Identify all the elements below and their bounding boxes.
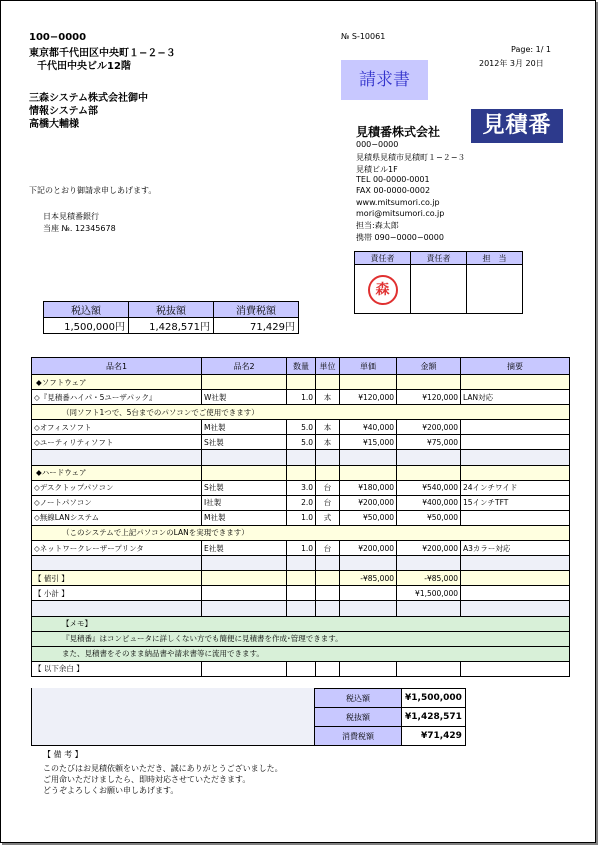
cell-remarks: [461, 661, 570, 676]
table-row: [32, 525, 570, 540]
cell-quantity: [287, 375, 316, 390]
cell-quantity: 1.0: [287, 390, 316, 405]
cell-remarks: [461, 465, 570, 480]
table-row: [32, 465, 570, 480]
stamp-cell-3: [467, 265, 523, 314]
cell-amount: ¥540,000: [397, 480, 461, 495]
stamp-cell-2: [411, 265, 467, 314]
recipient-address-1: 東京都千代田区中央町１−２−３: [29, 48, 176, 59]
tax-summary-table: [43, 301, 299, 334]
cell-unit: [316, 556, 340, 571]
cell-unit-price: ¥180,000: [340, 480, 397, 495]
cell-remarks: 15インチTFT: [461, 495, 570, 510]
cell-unit: 本: [316, 420, 340, 435]
cell-memo-text: また、見積書をそのまま納品書や請求書等に流用できます。: [32, 646, 570, 661]
seal-stamp: 森: [368, 275, 398, 305]
cell-quantity: [287, 571, 316, 586]
document-number: № S-10061: [341, 32, 386, 41]
cell-remarks: [461, 510, 570, 525]
table-row: [32, 405, 570, 420]
document-date: 2012年 3月 20日: [479, 59, 544, 68]
cell-item2: M社製: [202, 420, 287, 435]
table-row: [32, 616, 570, 631]
table-row: [32, 541, 570, 556]
cell-item2: [202, 465, 287, 480]
cell-amount: [397, 661, 461, 676]
cell-item1: 【 値引 】: [32, 571, 202, 586]
line-items-body: [32, 358, 570, 677]
recipient-person: 高橋大輔様: [29, 119, 79, 130]
cell-item1: 【 小計 】: [32, 586, 202, 601]
col-header-item2: 品名2: [202, 358, 287, 375]
table-row: [32, 375, 570, 390]
cell-unit-price: ¥120,000: [340, 390, 397, 405]
cell-remarks: [461, 435, 570, 450]
total-value-inclusive: ¥1,500,000: [402, 689, 466, 708]
cell-quantity: [287, 465, 316, 480]
line-items-table: [31, 357, 570, 677]
cell-item2: S社製: [202, 480, 287, 495]
cell-unit: [316, 601, 340, 616]
cell-unit-price: ¥15,000: [340, 435, 397, 450]
cell-item1: ◇ユーティリティソフト: [32, 435, 202, 450]
cell-item2: S社製: [202, 435, 287, 450]
cell-memo-text: 『見積番』はコンピュータに詳しくない方でも簡便に見積書を作成･管理できます。: [32, 631, 570, 646]
cell-item2: [202, 450, 287, 465]
total-label-exclusive: 税抜額: [315, 708, 402, 727]
table-row: [32, 390, 570, 405]
cell-item1: 【 以下余白 】: [32, 661, 202, 676]
cell-item2: [202, 375, 287, 390]
cell-quantity: 2.0: [287, 495, 316, 510]
total-label-inclusive: 税込額: [315, 689, 402, 708]
cell-unit-price: [340, 465, 397, 480]
cell-quantity: [287, 586, 316, 601]
tax-header-exclusive: 税抜額: [129, 302, 214, 318]
total-value-exclusive: ¥1,428,571: [402, 708, 466, 727]
cell-item2: [202, 586, 287, 601]
issuer-email[interactable]: mori@mitsumori.co.jp: [356, 209, 445, 218]
cell-quantity: [287, 450, 316, 465]
cell-remarks: LAN対応: [461, 390, 570, 405]
issuer-tel: TEL 00-0000-0001: [356, 175, 430, 184]
cell-unit: [316, 571, 340, 586]
cell-amount: [397, 556, 461, 571]
cell-unit: 台: [316, 480, 340, 495]
col-header-amount: 金額: [397, 358, 461, 375]
cell-unit-price: ¥200,000: [340, 495, 397, 510]
cell-quantity: [287, 601, 316, 616]
stamp-header-2: 責任者: [411, 252, 467, 265]
col-header-unit-price: 単価: [340, 358, 397, 375]
cell-quantity: 1.0: [287, 510, 316, 525]
cell-item2: [202, 661, 287, 676]
cell-quantity: 5.0: [287, 420, 316, 435]
issuer-postal: 000−0000: [356, 140, 399, 149]
cell-amount: [397, 450, 461, 465]
cell-item1: ◇デスクトップパソコン: [32, 480, 202, 495]
issuer-logo: 見積番: [471, 109, 563, 143]
tax-header-consumption: 消費税額: [214, 302, 299, 318]
cell-amount: [397, 465, 461, 480]
cell-item2: I社製: [202, 495, 287, 510]
recipient-company: 三森システム株式会社御中: [29, 93, 148, 104]
issuer-company: 見積番株式会社: [356, 125, 441, 139]
cell-unit: 台: [316, 541, 340, 556]
table-row: [32, 495, 570, 510]
cell-item1: ◆ハードウェア: [32, 465, 202, 480]
tax-value-inclusive: 1,500,000円: [44, 318, 129, 334]
bank-account: 当座 №. 12345678: [43, 224, 116, 233]
cell-remarks: 24インチワイド: [461, 480, 570, 495]
cell-unit-price: ¥50,000: [340, 510, 397, 525]
total-label-consumption: 消費税額: [315, 727, 402, 746]
table-row: [32, 510, 570, 525]
cell-unit-price: [340, 586, 397, 601]
cell-remarks: [461, 601, 570, 616]
cell-quantity: 1.0: [287, 541, 316, 556]
cell-item2: W社製: [202, 390, 287, 405]
cell-unit: [316, 586, 340, 601]
table-row: [32, 586, 570, 601]
issuer-fax: FAX 00-0000-0002: [356, 186, 431, 195]
cell-item1: [32, 556, 202, 571]
cell-remarks: [461, 450, 570, 465]
cell-unit-price: [340, 375, 397, 390]
cell-amount: ¥120,000: [397, 390, 461, 405]
recipient-department: 情報システム部: [29, 106, 98, 117]
cell-note-text: （同ソフト1つで、5台までのパソコンでご使用できます）: [32, 405, 570, 420]
remarks-line-3: どうぞよろしくお願い申しあげます。: [43, 786, 179, 795]
cell-unit-price: [340, 661, 397, 676]
cell-unit-price: [340, 556, 397, 571]
recipient-postal: 100−0000: [29, 32, 87, 43]
cell-remarks: [461, 571, 570, 586]
cell-item1: [32, 601, 202, 616]
cell-amount: -¥85,000: [397, 571, 461, 586]
cell-item1: [32, 450, 202, 465]
totals-table: [314, 688, 466, 746]
approval-stamp-table: [354, 251, 523, 314]
cell-item1: ◆ソフトウェア: [32, 375, 202, 390]
cell-amount: ¥200,000: [397, 420, 461, 435]
cell-item1: ◇ノートパソコン: [32, 495, 202, 510]
cell-quantity: [287, 661, 316, 676]
cell-item2: E社製: [202, 541, 287, 556]
cell-memo-text: 【メモ】: [32, 616, 570, 631]
table-row: [32, 420, 570, 435]
cell-amount: ¥50,000: [397, 510, 461, 525]
page-indicator: Page: 1/ 1: [511, 45, 552, 54]
cell-quantity: [287, 556, 316, 571]
cell-item1: ◇『見積番ハイパ・5ユーザパック』: [32, 390, 202, 405]
tax-value-consumption: 71,429円: [214, 318, 299, 334]
remarks-line-2: ご用命いただけましたら、即時対応させていただきます。: [43, 775, 251, 784]
intro-text: 下記のとおり御請求申しあげます。: [29, 186, 157, 195]
cell-quantity: 3.0: [287, 480, 316, 495]
table-row: [32, 435, 570, 450]
tax-header-inclusive: 税込額: [44, 302, 129, 318]
stamp-header-3: 担 当: [467, 252, 523, 265]
tax-value-exclusive: 1,428,571円: [129, 318, 214, 334]
cell-remarks: [461, 375, 570, 390]
col-header-quantity: 数量: [287, 358, 316, 375]
table-row: [32, 631, 570, 646]
cell-amount: [397, 375, 461, 390]
issuer-building: 見積ビル1F: [356, 165, 398, 174]
cell-item2: [202, 571, 287, 586]
cell-amount: [397, 601, 461, 616]
cell-item1: ◇無線LANシステム: [32, 510, 202, 525]
cell-unit: 本: [316, 435, 340, 450]
issuer-contact: 担当:森太郎: [356, 221, 399, 230]
cell-unit-price: ¥40,000: [340, 420, 397, 435]
col-header-item1: 品名1: [32, 358, 202, 375]
bank-name: 日本見積番銀行: [43, 212, 99, 221]
cell-unit-price: ¥200,000: [340, 541, 397, 556]
cell-unit: [316, 465, 340, 480]
table-row: [32, 601, 570, 616]
cell-item2: [202, 601, 287, 616]
cell-remarks: [461, 586, 570, 601]
table-header-row: [32, 358, 570, 375]
col-header-remarks: 摘要: [461, 358, 570, 375]
cell-remarks: [461, 556, 570, 571]
stamp-cell-1: [355, 265, 411, 314]
document-title: 請求書: [341, 60, 428, 100]
cell-unit: 台: [316, 495, 340, 510]
cell-unit: 式: [316, 510, 340, 525]
issuer-website[interactable]: www.mitsumori.co.jp: [356, 198, 440, 207]
cell-unit: [316, 375, 340, 390]
cell-item2: M社製: [202, 510, 287, 525]
issuer-mobile: 携帯 090−0000−0000: [356, 233, 444, 242]
cell-amount: ¥1,500,000: [397, 586, 461, 601]
table-row: [32, 556, 570, 571]
col-header-unit: 単位: [316, 358, 340, 375]
recipient-address-2: 千代田中央ビル12階: [37, 61, 131, 72]
cell-remarks: [461, 420, 570, 435]
table-row: [32, 661, 570, 676]
cell-note-text: （このシステムで上記パソコンのLANを実現できます）: [32, 525, 570, 540]
cell-unit: [316, 661, 340, 676]
remarks-box-bg: [31, 688, 315, 746]
stamp-header-1: 責任者: [355, 252, 411, 265]
cell-quantity: 5.0: [287, 435, 316, 450]
total-value-consumption: ¥71,429: [402, 727, 466, 746]
cell-amount: ¥400,000: [397, 495, 461, 510]
cell-item1: ◇オフィスソフト: [32, 420, 202, 435]
cell-amount: ¥200,000: [397, 541, 461, 556]
remarks-heading: 【 備 考 】: [43, 750, 83, 759]
cell-unit: [316, 450, 340, 465]
cell-remarks: A3カラー対応: [461, 541, 570, 556]
cell-unit-price: [340, 450, 397, 465]
table-row: [32, 646, 570, 661]
cell-item2: [202, 556, 287, 571]
table-row: [32, 450, 570, 465]
cell-amount: ¥75,000: [397, 435, 461, 450]
cell-unit-price: [340, 601, 397, 616]
issuer-address: 見積県見積市見積町１−２−３: [356, 153, 466, 162]
cell-item1: ◇ネットワークレーザープリンタ: [32, 541, 202, 556]
table-row: [32, 480, 570, 495]
remarks-line-1: このたびはお見積依頼をいただき、誠にありがとうございました。: [43, 764, 283, 773]
cell-unit-price: -¥85,000: [340, 571, 397, 586]
table-row: [32, 571, 570, 586]
cell-unit: 本: [316, 390, 340, 405]
